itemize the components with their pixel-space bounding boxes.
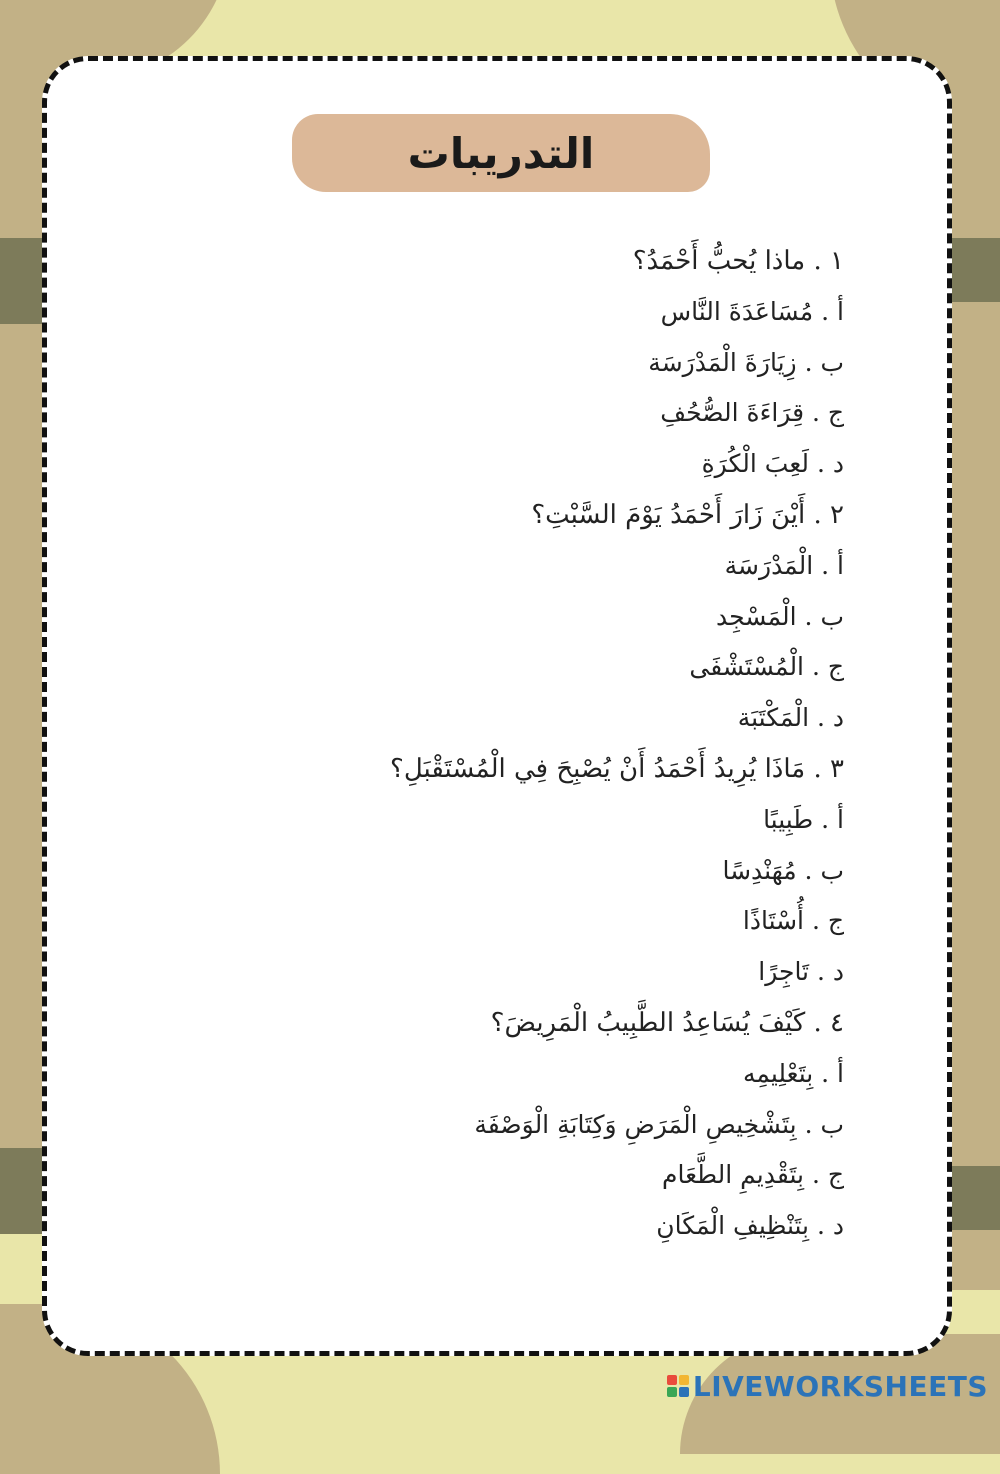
answer-option[interactable]: أ . بِتَعْلِيمِه xyxy=(742,1058,844,1088)
answer-option[interactable]: أ . طَبِيبًا xyxy=(763,804,844,834)
answer-option[interactable]: د . الْمَكْتَبَة xyxy=(737,703,844,733)
question-text: ٤ . كَيْفَ يُسَاعِدُ الطَّبِيبُ الْمَرِيضَ؟ xyxy=(490,1007,844,1038)
title-banner xyxy=(292,114,710,192)
answer-option[interactable]: ب . الْمَسْجِد xyxy=(716,601,844,631)
question-text: ٣ . مَاذَا يُرِيدُ أَحْمَدُ أَنْ يُصْبِحَ فِي الْمُسْتَقْبَلِ؟ xyxy=(390,753,844,784)
exercise-list xyxy=(284,236,844,1252)
brand-name: LIVEWORKSHEETS xyxy=(692,1369,988,1403)
answer-option[interactable]: ج . بِتَقْدِيمِ الطَّعَام xyxy=(661,1160,844,1190)
answer-option[interactable]: ج . قِرَاءَةَ الصُّحُفِ xyxy=(660,398,844,428)
logo-tile xyxy=(667,1375,677,1385)
logo-tile xyxy=(679,1387,689,1397)
liveworksheets-logo-icon xyxy=(667,1375,689,1397)
answer-option[interactable]: ج . أُسْتَاذًا xyxy=(742,906,844,936)
answer-option[interactable]: ب . زِيَارَةَ الْمَدْرَسَة xyxy=(648,347,844,377)
answer-option[interactable]: أ . الْمَدْرَسَة xyxy=(724,550,844,580)
question-text: ٢ . أَيْنَ زَارَ أَحْمَدُ يَوْمَ السَّبْتِ؟ xyxy=(531,499,844,530)
answer-option[interactable]: ب . بِتَشْخِيصِ الْمَرَضِ وَكِتَابَةِ الْوَصْفَة xyxy=(474,1109,844,1139)
logo-tile xyxy=(679,1375,689,1385)
answer-option[interactable]: ج . الْمُسْتَشْفَى xyxy=(689,652,844,682)
answer-option[interactable]: د . لَعِبَ الْكُرَةِ xyxy=(701,449,844,479)
answer-option[interactable]: أ . مُسَاعَدَةَ النَّاس xyxy=(660,296,844,326)
logo-tile xyxy=(667,1387,677,1397)
answer-option[interactable]: ب . مُهَنْدِسًا xyxy=(722,855,844,885)
answer-option[interactable]: د . تَاجِرًا xyxy=(758,957,844,987)
page-title: التدريبات xyxy=(407,128,595,178)
answer-option[interactable]: د . بِتَنْظِيفِ الْمَكَانِ xyxy=(656,1211,844,1241)
question-text: ١ . ماذا يُحبُّ أَحْمَدُ؟ xyxy=(632,246,844,276)
liveworksheets-branding xyxy=(667,1368,988,1404)
